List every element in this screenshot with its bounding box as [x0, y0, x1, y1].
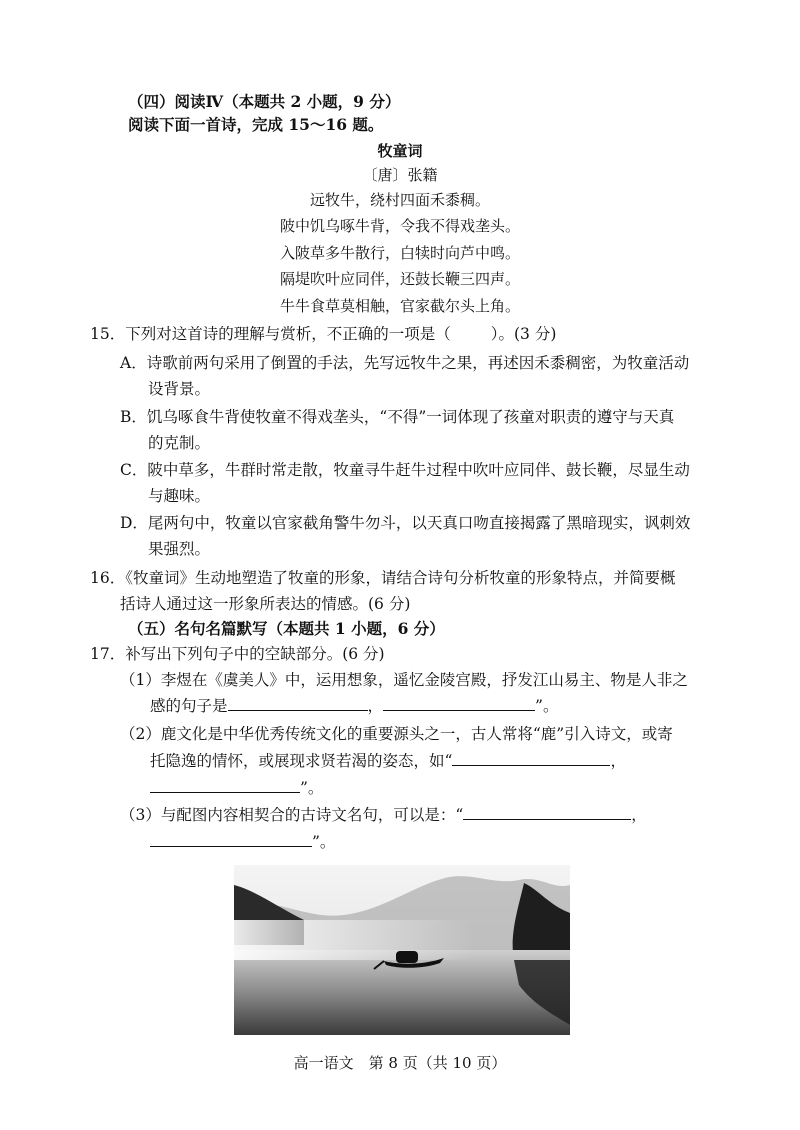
q17-item-3-lead: （3）与配图内容相契合的古诗文名句，可以是：“ — [120, 806, 464, 824]
reading-instruction: 阅读下面一首诗，完成 15～16 题。 — [128, 115, 384, 134]
answer-blank-2b[interactable] — [150, 777, 300, 793]
answer-blank-1b[interactable] — [383, 695, 535, 711]
option-a-cont: 设背景。 — [148, 380, 211, 398]
question-16-line-1: 16．《牧童词》生动地塑造了牧童的形象，请结合诗句分析牧童的形象特点，并简要概 — [90, 569, 676, 587]
closing-quote: ”。 — [535, 697, 559, 715]
poem-line-4: 隔堤吹叶应同伴，还鼓长鞭三四声。 — [279, 270, 520, 288]
comma: ， — [610, 752, 626, 770]
question-15-stem — [90, 322, 556, 344]
poem-line-5: 牛牛食草莫相触，官家截尔头上角。 — [279, 297, 520, 315]
answer-blank-1a[interactable] — [228, 695, 368, 711]
question-15-stem-end: ）。(3 分) — [490, 325, 557, 343]
landscape-illustration — [234, 865, 570, 1035]
closing-quote: ”。 — [312, 833, 336, 851]
answer-blank-2a[interactable] — [452, 750, 610, 766]
section-5-heading: （五）名句名篇默写（本题共 1 小题，6 分） — [128, 619, 445, 638]
comma: ， — [631, 806, 647, 824]
option-c: C．陂中草多，牛群时常走散，牧童寻牛赶牛过程中吹叶应同伴、鼓长鞭，尽显生动 — [120, 461, 690, 479]
option-a: A．诗歌前两句采用了倒置的手法，先写远牧牛之果，再述因禾黍稠密，为牧童活动 — [120, 354, 690, 372]
q17-item-2-line-2 — [150, 749, 626, 771]
closing-quote: ”。 — [300, 779, 324, 797]
q17-item-1-lead: 感的句子是 — [150, 697, 228, 715]
section-4-heading: （四）阅读Ⅳ（本题共 2 小题，9 分） — [128, 92, 401, 111]
question-16-line-2: 括诗人通过这一形象所表达的情感。(6 分) — [120, 595, 411, 613]
q17-item-2-lead: 托隐逸的情怀，或展现求贤若渴的姿态，如“ — [150, 752, 453, 770]
option-d: D．尾两句中，牧童以官家截角警牛勿斗，以天真口吻直接揭露了黑暗现实，讽刺效 — [120, 514, 691, 532]
poem-line-1: 远牧牛，绕村四面禾黍稠。 — [309, 191, 490, 209]
page-footer: 高一语文 第 8 页（共 10 页） — [293, 1054, 507, 1072]
poem-author: 〔唐〕张籍 — [362, 166, 438, 184]
q17-item-1-line-2 — [150, 694, 558, 716]
question-15-stem-start: 15．下列对这首诗的理解与赏析，不正确的一项是（ — [90, 325, 451, 343]
poem-title: 牧童词 — [377, 142, 423, 160]
comma: ， — [367, 697, 384, 715]
option-c-cont: 与趣味。 — [148, 487, 211, 505]
q17-item-3-line-1 — [120, 803, 647, 825]
option-d-cont: 果强烈。 — [148, 540, 211, 558]
answer-blank-3b[interactable] — [150, 831, 312, 847]
q17-item-3-line-2 — [150, 830, 335, 852]
poem-line-2: 陂中饥乌啄牛背，令我不得戏垄头。 — [279, 217, 520, 235]
option-b-cont: 的克制。 — [148, 434, 211, 452]
mist — [234, 920, 474, 960]
option-b: B．饥乌啄食牛背使牧童不得戏垄头，“不得”一词体现了孩童对职责的遵守与天真 — [120, 408, 675, 426]
q17-item-1-line-1: （1）李煜在《虞美人》中，运用想象，遥忆金陵宫殿，抒发江山易主、物是人非之 — [120, 671, 688, 689]
answer-blank-3a[interactable] — [463, 804, 631, 820]
poem-line-3: 入陂草多牛散行，白犊时向芦中鸣。 — [279, 244, 520, 262]
question-17-stem: 17．补写出下列句子中的空缺部分。(6 分) — [90, 645, 385, 663]
q17-item-2-line-3 — [150, 776, 323, 798]
q17-item-2-line-1: （2）鹿文化是中华优秀传统文化的重要源头之一，古人常将“鹿”引入诗文，或寄 — [120, 725, 673, 743]
